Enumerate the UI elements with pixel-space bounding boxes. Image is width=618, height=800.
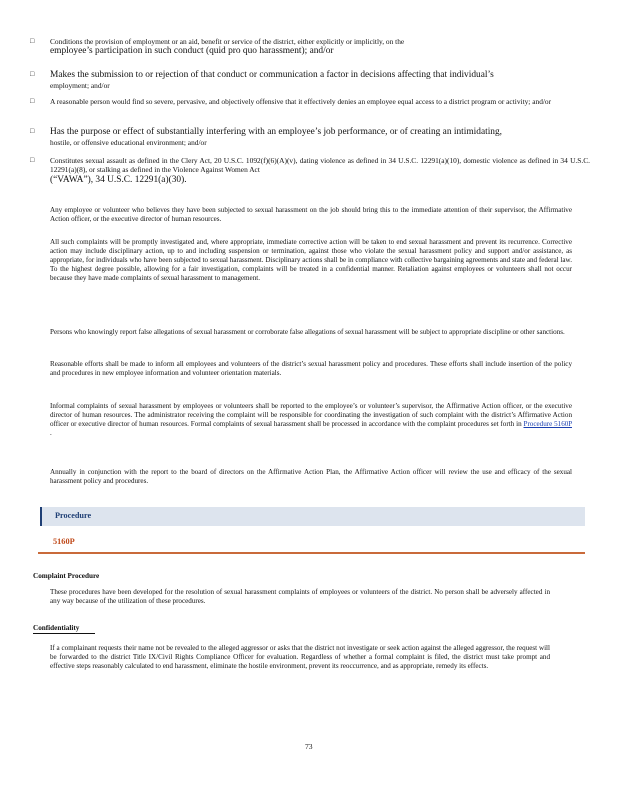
bullet-text: Constitutes sexual assault as defined in the Clery Act, 20 U.S.C. 1092(f)(6)(A)(v), dating violence as defined in 34 U.S.C. 12291(a)(10), domestic violence as defined in 34 U.S.C. 12291(a)(8), or stalking as defined in the Violence Against Women Act — [50, 156, 590, 175]
paragraph-report: Any employee or volunteer who believes they have been subjected to sexual harassment on the job should bring this to the immediate attention of their supervisor, the Affirmative Action officer, or the executive director of human resources. — [50, 206, 572, 223]
bullet-marker: □ — [30, 97, 35, 105]
bullet-text-large: employee’s participation in such conduct (quid pro quo harassment); and/or — [50, 46, 334, 57]
bullet-text: A reasonable person would find so severe, pervasive, and objectively offensive that it effectively denies an employee equal access to a district program or activity; and/or — [50, 97, 552, 106]
bullet-item — [30, 97, 590, 106]
complaint-procedure-heading: Complaint Procedure — [33, 572, 100, 580]
paragraph-investigation: All such complaints will be promptly investigated and, where appropriate, immediate corrective action will be taken to end sexual harassment and prevent its recurrence. Corrective action may include disciplinary action, up to and including suspension or termination, against those who violate the sexual harassment policy and support and/or assistance, as appropriate, for individuals who have been subjected to sexual harassment. Disciplinary actions shall be in compliance with collective bargaining agreements and state and federal law. To the highest degree possible, allowing for a fair investigation, complaints will be treated in a confidential manner. Retaliation against employees or volunteers shall not occur because they have made complaints of sexual harassment to management. — [50, 238, 572, 282]
page-number: 73 — [305, 742, 313, 751]
bullet-text: hostile, or offensive educational environment; and/or — [50, 138, 207, 147]
bullet-item — [30, 156, 590, 186]
banner-accent-stripe — [40, 507, 42, 526]
bullet-item — [30, 70, 590, 90]
bullet-item — [30, 127, 590, 147]
bullet-text: Conditions the provision of employment or an aid, benefit or service of the district, either explicitly or implicitly, on the — [50, 37, 405, 46]
procedure-banner — [40, 507, 585, 526]
confidentiality-heading: Confidentiality — [33, 624, 80, 632]
bullet-marker: □ — [30, 37, 35, 45]
paragraph-false-allegations: Persons who knowingly report false allegations of sexual harassment or corroborate false allegations of sexual harassment will be subject to appropriate discipline or other sanctions. — [50, 328, 565, 336]
procedure-link[interactable]: Procedure 5160P — [523, 419, 572, 428]
complaint-procedure-text: These procedures have been developed for the resolution of sexual harassment complaints of employees or volunteers of the district. No person shall be adversely affected in any way because of the utilization of these procedures. — [50, 588, 550, 605]
paragraph-inform: Reasonable efforts shall be made to inform all employees and volunteers of the district’s sexual harassment policy and procedures. These efforts shall include insertion of the policy and procedures in new employee information and volunteer orientation materials. — [50, 360, 572, 377]
bullet-marker: □ — [30, 156, 35, 164]
confidentiality-text: If a complainant requests their name not be revealed to the alleged aggressor or asks that the district not investigate or seek action against the alleged aggressor, the request will be forwarded to the district Title IX/Civil Rights Compliance Officer for evaluation. Regardless of whether a formal complaint is filed, the district must take prompt and effective steps reasonably calculated to end harassment, eliminate the hostile environment, prevent its reoccurrence, and as appropriate, remedy its effects. — [50, 644, 550, 670]
bullet-item — [30, 37, 590, 57]
paragraph-annual-review: Annually in conjunction with the report to the board of directors on the Affirmative Action Plan, the Affirmative Action officer will review the use and efficacy of the sexual harassment policy and procedures. — [50, 468, 572, 485]
bullet-text: employment; and/or — [50, 81, 110, 90]
bullet-marker: □ — [30, 70, 35, 78]
procedure-code: 5160P — [53, 537, 75, 546]
section-divider — [38, 552, 585, 554]
bullet-text-large: (“VAWA”), 34 U.S.C. 12291(a)(30). — [50, 174, 187, 185]
procedure-title: Procedure — [55, 511, 92, 520]
bullet-text-large: Makes the submission to or rejection of that conduct or communication a factor in decisions affecting that individual’s — [50, 70, 494, 80]
bullet-marker: □ — [30, 127, 35, 135]
heading-underline — [33, 633, 95, 634]
paragraph-informal-complaints: Informal complaints of sexual harassment by employees or volunteers shall be reported to the employee’s or volunteer’s supervisor, the Affirmative Action officer, or the executive director of human resources. The administrator receiving the complaint will be responsible for coordinating the investigation of such complaint with the district’s Affirmative Action officer or executive director of human resources. Formal complaints of sexual harassment shall be processed in accordance with the complaint procedures set forth in Procedure 5160P . — [50, 402, 572, 437]
paragraph-informal-text: Informal complaints of sexual harassment by employees or volunteers shall be reported to the employee’s or volunteer’s supervisor, the Affirmative Action officer, or the executive director of human resources. The administrator receiving the complaint will be responsible for coordinating the investigation of such complaint with the district’s Affirmative Action officer or executive director of human resources. Formal complaints of sexual harassment shall be processed in accordance with the complaint procedures set forth in — [50, 402, 572, 428]
bullet-text-large: Has the purpose or effect of substantially interfering with an employee’s job performance, or of creating an intimidating, — [50, 127, 503, 137]
